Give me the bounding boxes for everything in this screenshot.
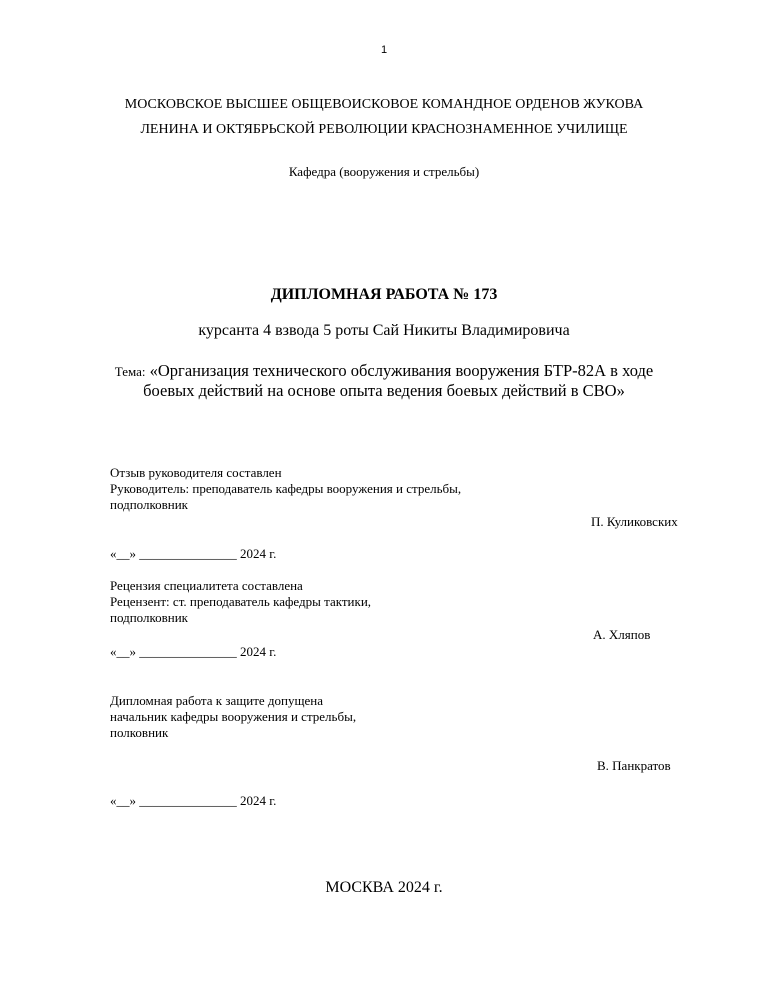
review-line-2: Рецензент: ст. преподаватель кафедры тактики,: [110, 594, 372, 609]
review-date: «__» _______________ 2024 г.: [110, 644, 277, 659]
supervisor-line-3: подполковник: [110, 497, 188, 512]
city-year: МОСКВА 2024 г.: [325, 879, 443, 896]
review-line-1: Рецензия специалитета составлена: [110, 578, 303, 593]
supervisor-line-1: Отзыв руководителя составлен: [110, 465, 282, 480]
institution-line-1: МОСКОВСКОЕ ВЫСШЕЕ ОБЩЕВОИСКОВОЕ КОМАНДНОЕ ОРДЕНОВ ЖУКОВА: [124, 97, 644, 112]
admission-line-1: Дипломная работа к защите допущена: [110, 693, 323, 708]
reviewer-name: А. Хляпов: [593, 627, 651, 642]
department: Кафедра (вооружения и стрельбы): [288, 164, 480, 179]
admission-name: В. Панкратов: [597, 758, 671, 773]
document-title: ДИПЛОМНАЯ РАБОТА № 173: [270, 286, 498, 303]
page-number: 1: [380, 44, 388, 56]
admission-line-2: начальник кафедры вооружения и стрельбы,: [110, 709, 357, 724]
theme-line-2: боевых действий на основе опыта ведения боевых действий в СВО»: [143, 381, 625, 400]
review-line-3: подполковник: [110, 610, 188, 625]
theme-text-1: «Организация технического обслуживания вооружения БТР-82А в ходе: [149, 361, 654, 380]
theme-label: Тема:: [114, 364, 146, 379]
admission-date: «__» _______________ 2024 г.: [110, 793, 277, 808]
supervisor-date: «__» _______________ 2024 г.: [110, 546, 277, 561]
admission-line-3: полковник: [110, 725, 169, 740]
theme-line-1: [0, 361, 768, 381]
author-line: курсанта 4 взвода 5 роты Сай Никиты Владимировича: [198, 322, 570, 339]
supervisor-line-2: Руководитель: преподаватель кафедры вооружения и стрельбы,: [110, 481, 462, 496]
supervisor-name: П. Куликовских: [591, 514, 678, 529]
institution-line-2: ЛЕНИНА И ОКТЯБРЬСКОЙ РЕВОЛЮЦИИ КРАСНОЗНАМЕННОЕ УЧИЛИЩЕ: [140, 122, 628, 137]
